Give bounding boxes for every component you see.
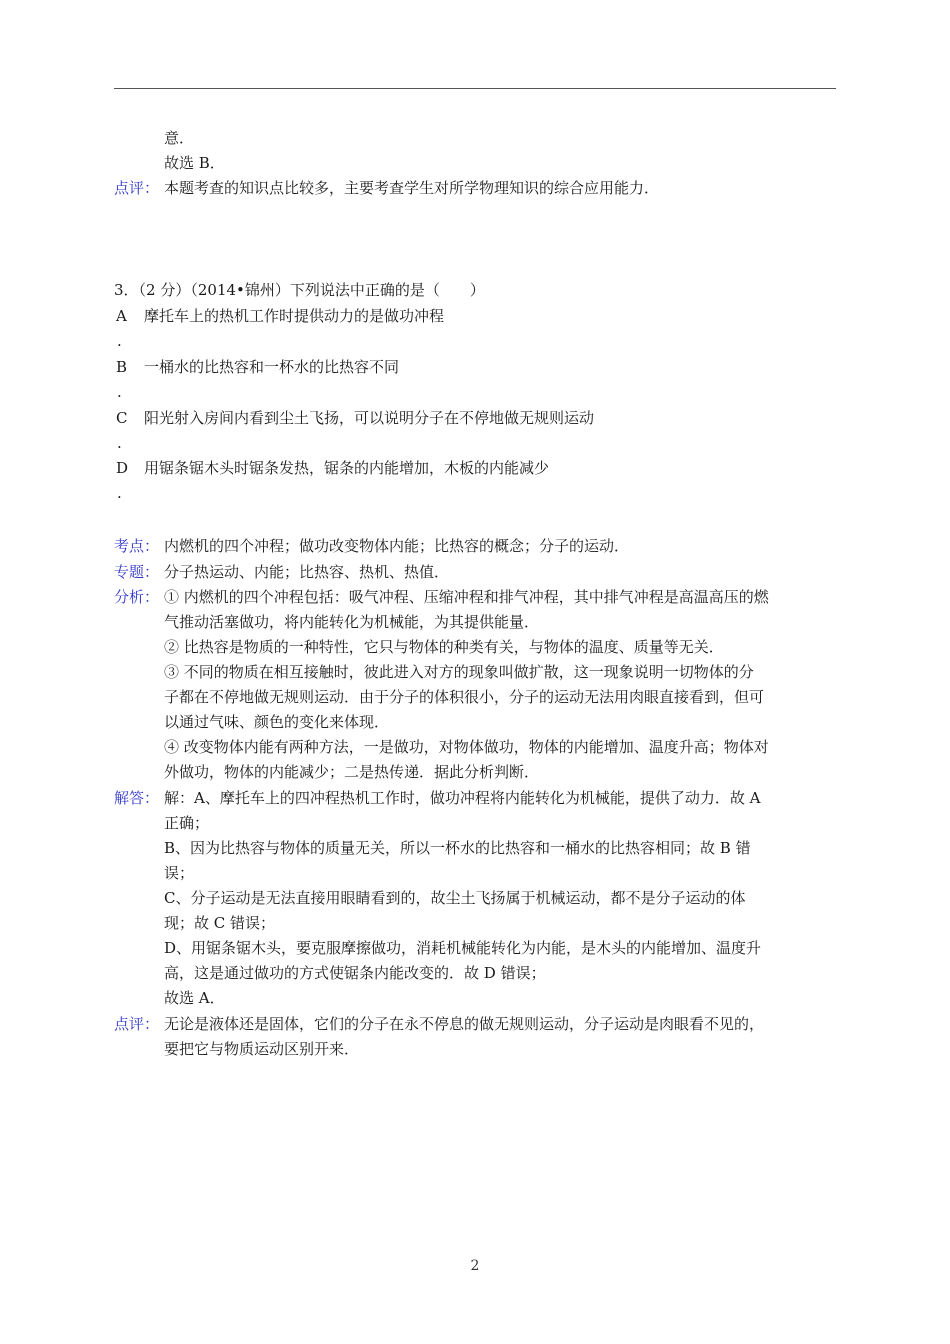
header-rule [114, 88, 836, 89]
jieda-line: 误； [164, 864, 195, 882]
jieda-line: C、分子运动是无法直接用眼睛看到的，故尘土飞扬属于机械运动，都不是分子运动的体 [164, 889, 746, 907]
fenxi-line: 以通过气味、颜色的变化来体现． [164, 713, 390, 731]
fenxi-line: ③ 不同的物质在相互接触时，彼此进入对方的现象叫做扩散，这一现象说明一切物体的分 [164, 663, 754, 681]
option-b-dot: . [117, 383, 122, 401]
option-b-letter: B [116, 358, 128, 376]
option-d-text: 用锯条锯木头时锯条发热，锯条的内能增加，木板的内能减少 [144, 459, 550, 477]
option-a-text: 摩托车上的热机工作时提供动力的是做功冲程 [144, 307, 445, 325]
zhuanti-label: 专题： [114, 563, 160, 581]
jieda-line: D、用锯条锯木头，要克服摩擦做功，消耗机械能转化为内能，是木头的内能增加、温度升 [164, 939, 762, 957]
page-number: 2 [470, 1258, 480, 1274]
prev-answer-line: 意． [164, 129, 195, 147]
option-b-text: 一桶水的比热容和一杯水的比热容不同 [144, 358, 400, 376]
option-c-letter: C [116, 409, 128, 427]
option-a-dot: . [117, 332, 122, 350]
fenxi-line: ② 比热容是物质的一种特性，它只与物体的种类有关，与物体的温度、质量等无关． [164, 638, 724, 656]
jieda-line: 故选 A． [164, 989, 225, 1007]
question-stem: 3．（2 分）（2014•锦州）下列说法中正确的是（ ） [114, 281, 485, 299]
fenxi-label: 分析： [114, 588, 160, 606]
jieda-line: 解：A、摩托车上的四冲程热机工作时，做功冲程将内能转化为机械能，提供了动力．故 A [164, 789, 761, 807]
prev-answer-choice: 故选 B． [164, 154, 225, 172]
jieda-line: 现；故 C 错误； [164, 914, 276, 932]
option-d-letter: D [116, 459, 129, 477]
fenxi-line: 外做功，物体的内能减少；二是热传递．据此分析判断． [164, 763, 540, 781]
jieda-line: 正确； [164, 814, 210, 832]
kaodian-text: 内燃机的四个冲程；做功改变物体内能；比热容的概念；分子的运动． [164, 537, 630, 555]
option-a-letter: A [116, 307, 127, 325]
jieda-label: 解答： [114, 789, 160, 807]
fenxi-line: 子都在不停地做无规则运动．由于分子的体积很小，分子的运动无法用肉眼直接看到，但可 [164, 688, 765, 706]
jieda-line: 高，这是通过做功的方式使锯条内能改变的．故 D 错误； [164, 964, 546, 982]
fenxi-line: ④ 改变物体内能有两种方法，一是做功，对物体做功，物体的内能增加、温度升高；物体对 [164, 738, 769, 756]
option-c-dot: . [117, 434, 122, 452]
prev-review-text: 本题考查的知识点比较多，主要考查学生对所学物理知识的综合应用能力． [164, 179, 660, 197]
dianping-line: 要把它与物质运动区别开来． [164, 1040, 360, 1058]
kaodian-label: 考点： [114, 537, 160, 555]
fenxi-line: ① 内燃机的四个冲程包括：吸气冲程、压缩冲程和排气冲程，其中排气冲程是高温高压的燃 [164, 588, 769, 606]
zhuanti-text: 分子热运动、内能；比热容、热机、热值． [164, 563, 450, 581]
option-c-text: 阳光射入房间内看到尘土飞扬，可以说明分子在不停地做无规则运动 [144, 409, 595, 427]
dianping-line: 无论是液体还是固体，它们的分子在永不停息的做无规则运动，分子运动是肉眼看不见的， [164, 1015, 765, 1033]
fenxi-line: 气推动活塞做功，将内能转化为机械能，为其提供能量． [164, 613, 540, 631]
dianping-label: 点评： [114, 1015, 160, 1033]
prev-review-label: 点评： [114, 179, 160, 197]
jieda-line: B、因为比热容与物体的质量无关，所以一杯水的比热容和一桶水的比热容相同；故 B 错 [164, 839, 751, 857]
option-d-dot: . [117, 484, 122, 502]
